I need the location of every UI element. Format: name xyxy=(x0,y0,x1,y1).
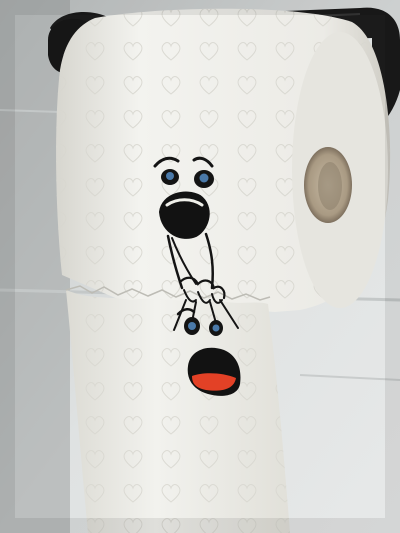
hanging-sheet-texture xyxy=(66,290,290,533)
cardboard-core-hole xyxy=(318,162,342,210)
right-eye-iris xyxy=(200,174,209,183)
left-eye-iris xyxy=(166,172,174,180)
lower-right-eye-iris xyxy=(213,325,220,332)
lower-left-eye-iris xyxy=(188,322,196,330)
